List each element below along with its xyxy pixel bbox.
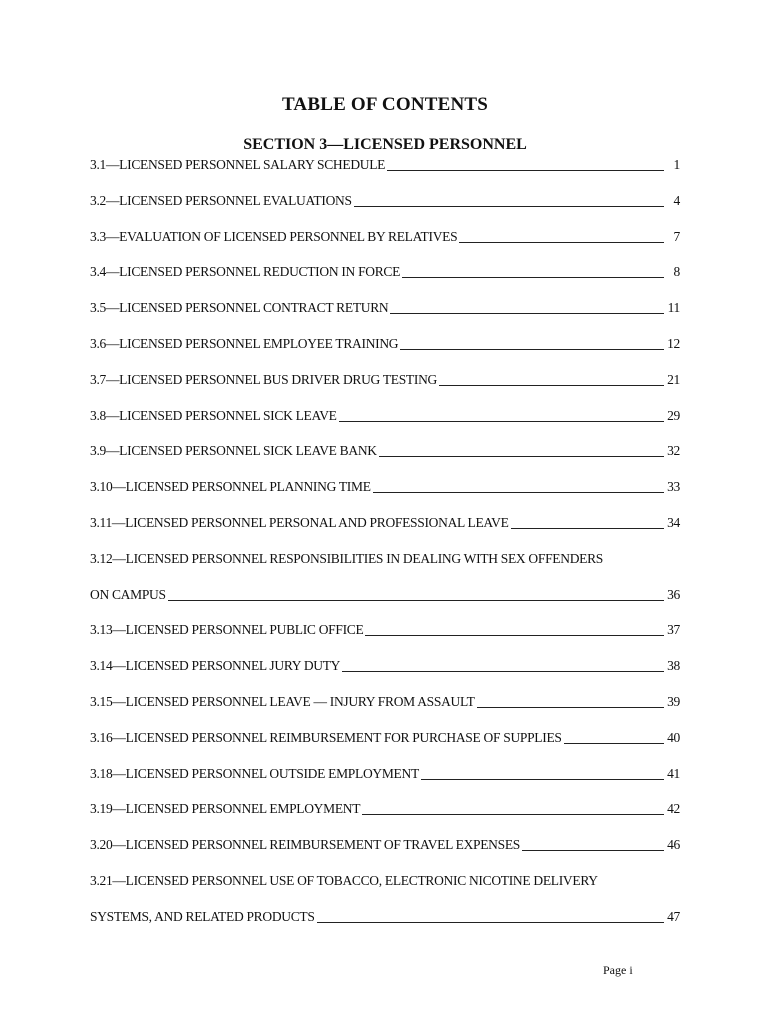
toc-leader-line [459, 242, 664, 243]
toc-entry-text: 3.19—LICENSED PERSONNEL EMPLOYMENT [90, 801, 361, 817]
toc-entry-line [90, 872, 680, 890]
toc-entry[interactable] [90, 478, 680, 496]
toc-entry[interactable] [90, 407, 680, 425]
toc-leader-line [373, 492, 664, 493]
toc-entry[interactable] [90, 442, 680, 460]
toc-entry[interactable] [90, 800, 680, 818]
toc-entry[interactable] [90, 192, 680, 210]
toc-leader-line [511, 528, 664, 529]
toc-entry-text: 3.21—LICENSED PERSONNEL USE OF TOBACCO, ELECTRONIC NICOTINE DELIVERY [90, 873, 598, 888]
toc-page-number: 11 [667, 300, 680, 316]
toc-page-number: 39 [667, 694, 680, 709]
toc-leader-line [402, 277, 664, 278]
page-title: TABLE OF CONTENTS [281, 94, 489, 115]
toc-page-number: 29 [667, 407, 680, 423]
toc-page-number: 4 [673, 192, 680, 208]
toc-entry[interactable] [90, 836, 680, 854]
toc-entry-line [90, 550, 680, 568]
toc-entry-text: 3.11—LICENSED PERSONNEL PERSONAL AND PROFESSIONAL LEAVE [90, 515, 509, 530]
toc-entry-text: 3.2—LICENSED PERSONNEL EVALUATIONS [90, 192, 352, 208]
toc-entry-text: 3.14—LICENSED PERSONNEL JURY DUTY [90, 658, 341, 674]
toc-entry-text: 3.15—LICENSED PERSONNEL LEAVE — INJURY FROM ASSAULT [90, 694, 475, 709]
toc-page-number: 8 [673, 264, 680, 280]
toc-leader-line [379, 456, 664, 457]
toc-page-number: 46 [667, 837, 680, 853]
section-heading: SECTION 3—LICENSED PERSONNEL [243, 136, 527, 153]
toc-leader-line [168, 600, 664, 601]
toc-page-number: 36 [667, 586, 680, 602]
toc-leader-line [365, 635, 664, 636]
toc-leader-line [564, 743, 664, 744]
toc-leader-line [354, 206, 664, 207]
toc-entry[interactable] [90, 586, 680, 604]
toc-entry[interactable] [90, 908, 680, 926]
toc-leader-line [339, 421, 664, 422]
toc-entry-text: 3.4—LICENSED PERSONNEL REDUCTION IN FORCE [90, 264, 401, 280]
toc-entry[interactable] [90, 371, 680, 389]
toc-entry-text: 3.20—LICENSED PERSONNEL REIMBURSEMENT OF TRAVEL EXPENSES [90, 837, 520, 853]
toc-leader-line [439, 385, 664, 386]
toc-entry[interactable] [90, 729, 680, 747]
toc-entry[interactable] [90, 228, 680, 246]
toc-entry-text: 3.16—LICENSED PERSONNEL REIMBURSEMENT FOR PURCHASE OF SUPPLIES [90, 729, 562, 745]
toc-entry[interactable] [90, 765, 680, 783]
toc-entry[interactable] [90, 263, 680, 281]
toc-entry-text: 3.13—LICENSED PERSONNEL PUBLIC OFFICE [90, 622, 364, 638]
toc-page-number: 42 [667, 801, 680, 817]
toc-entry-text: 3.18—LICENSED PERSONNEL OUTSIDE EMPLOYMENT [90, 765, 419, 781]
toc-entry-text: 3.1—LICENSED PERSONNEL SALARY SCHEDULE [90, 157, 386, 172]
toc-entry-text-continued: SYSTEMS, AND RELATED PRODUCTS [90, 908, 315, 924]
toc-page-number: 21 [667, 371, 680, 387]
toc-page-number: 32 [667, 443, 680, 459]
toc-entry-text: 3.7—LICENSED PERSONNEL BUS DRIVER DRUG TESTING [90, 371, 437, 387]
toc-leader-line [317, 922, 664, 923]
toc-entry[interactable] [90, 156, 680, 174]
toc-page-number: 41 [667, 765, 680, 781]
toc-entry[interactable] [90, 514, 680, 532]
toc-entry-text: 3.9—LICENSED PERSONNEL SICK LEAVE BANK [90, 443, 377, 459]
toc-page-number: 37 [667, 622, 680, 638]
toc-leader-line [421, 779, 664, 780]
toc-page-number: 40 [667, 729, 680, 745]
toc-entry-text: 3.6—LICENSED PERSONNEL EMPLOYEE TRAINING [90, 336, 399, 351]
toc-leader-line [342, 671, 664, 672]
toc-entry[interactable] [90, 335, 680, 353]
toc-entry-text: 3.5—LICENSED PERSONNEL CONTRACT RETURN [90, 300, 389, 316]
toc-leader-line [522, 850, 664, 851]
toc-page-number: 47 [667, 908, 680, 924]
toc-leader-line [400, 349, 664, 350]
toc-leader-line [362, 814, 664, 815]
toc-entry[interactable] [90, 621, 680, 639]
toc-entry[interactable] [90, 299, 680, 317]
toc-entry-text: 3.10—LICENSED PERSONNEL PLANNING TIME [90, 479, 371, 495]
toc-entry[interactable] [90, 693, 680, 711]
toc-leader-line [390, 313, 664, 314]
toc-page-number: 12 [667, 336, 680, 351]
toc-page-number: 34 [667, 515, 680, 530]
toc-entry-text: 3.12—LICENSED PERSONNEL RESPONSIBILITIES IN DEALING WITH SEX OFFENDERS [90, 550, 604, 566]
toc-entry-text: 3.8—LICENSED PERSONNEL SICK LEAVE [90, 407, 337, 423]
toc-page-number: 7 [673, 228, 680, 244]
toc-leader-line [477, 707, 664, 708]
page-footer: Page i [603, 963, 633, 977]
toc-entry-text-continued: ON CAMPUS [90, 586, 166, 602]
toc-leader-line [387, 170, 664, 171]
toc-entry[interactable] [90, 657, 680, 675]
toc-page-number: 1 [673, 157, 680, 172]
toc-page-number: 38 [667, 658, 680, 674]
toc-page-number: 33 [667, 479, 680, 495]
toc-entry-text: 3.3—EVALUATION OF LICENSED PERSONNEL BY RELATIVES [90, 228, 458, 244]
